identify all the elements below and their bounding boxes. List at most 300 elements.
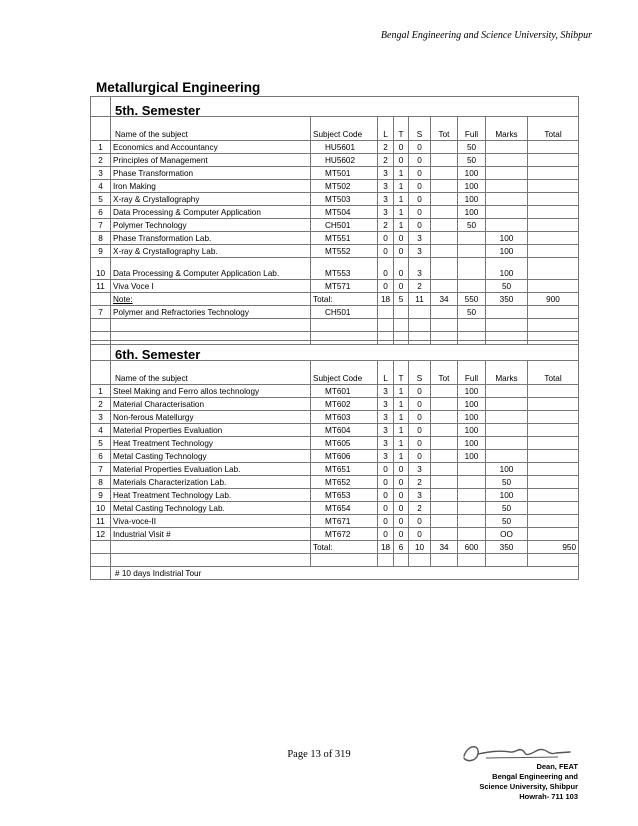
table-row	[91, 280, 579, 293]
column-header-name: Name of the subject	[111, 361, 311, 385]
empty-cell	[431, 306, 458, 319]
table-row	[91, 502, 579, 515]
subject-code: HU5601	[311, 141, 378, 154]
value-total	[528, 515, 579, 528]
value-t: 1	[394, 167, 409, 180]
total-t: 6	[394, 541, 409, 554]
table-row	[91, 463, 579, 476]
column-header-full: Full	[458, 117, 486, 141]
value-total	[528, 398, 579, 411]
row-number: 10	[91, 258, 111, 280]
value-full	[458, 502, 486, 515]
value-l: 3	[378, 450, 394, 463]
value-marks	[486, 193, 528, 206]
value-l: 3	[378, 424, 394, 437]
table-row	[91, 424, 579, 437]
value-full: 50	[458, 154, 486, 167]
column-header-total: Total	[528, 117, 579, 141]
value-s: 3	[409, 258, 431, 280]
table-row	[91, 489, 579, 502]
value-l: 0	[378, 258, 394, 280]
subject-name: Iron Making	[111, 180, 311, 193]
subject-name: Principles of Management	[111, 154, 311, 167]
value-full: 100	[458, 385, 486, 398]
value-l: 3	[378, 385, 394, 398]
row-number: 7	[91, 219, 111, 232]
value-s: 0	[409, 180, 431, 193]
empty-cell	[91, 341, 111, 361]
row-number: 7	[91, 463, 111, 476]
value-l: 0	[378, 463, 394, 476]
value-total	[528, 450, 579, 463]
empty-cell	[378, 554, 394, 567]
row-number: 1	[91, 141, 111, 154]
value-s: 0	[409, 167, 431, 180]
value-total	[528, 489, 579, 502]
value-s: 0	[409, 193, 431, 206]
table-row	[91, 219, 579, 232]
value-full: 100	[458, 437, 486, 450]
value-t: 1	[394, 450, 409, 463]
value-marks	[486, 219, 528, 232]
value-tot	[431, 489, 458, 502]
value-total	[528, 206, 579, 219]
table-row	[91, 180, 579, 193]
value-l: 0	[378, 245, 394, 258]
value-tot	[431, 232, 458, 245]
value-full	[458, 280, 486, 293]
value-marks: 100	[486, 463, 528, 476]
subject-name: Viva-voce-II	[111, 515, 311, 528]
row-number: 8	[91, 476, 111, 489]
column-header-s: S	[409, 361, 431, 385]
subject-name: Data Processing & Computer Application Lab.	[111, 258, 311, 280]
subject-name: Metal Casting Technology Lab.	[111, 502, 311, 515]
value-tot	[431, 219, 458, 232]
value-full: 50	[458, 306, 486, 319]
semester-title-row	[91, 341, 579, 361]
total-s: 10	[409, 541, 431, 554]
row-number: 4	[91, 424, 111, 437]
subject-code: HU5602	[311, 154, 378, 167]
value-tot	[431, 154, 458, 167]
value-t: 1	[394, 206, 409, 219]
subject-name: Materials Characterization Lab.	[111, 476, 311, 489]
table-row	[91, 450, 579, 463]
table-row	[91, 258, 579, 280]
semester-5-table	[90, 96, 579, 345]
value-tot	[431, 411, 458, 424]
total-l: 18	[378, 293, 394, 306]
value-t: 1	[394, 437, 409, 450]
subject-code: MT653	[311, 489, 378, 502]
total-tot: 34	[431, 293, 458, 306]
row-number: 2	[91, 398, 111, 411]
value-full: 100	[458, 180, 486, 193]
value-full	[458, 476, 486, 489]
note-row	[91, 306, 579, 319]
subject-code: MT553	[311, 258, 378, 280]
subject-code: MT652	[311, 476, 378, 489]
subject-code: MT551	[311, 232, 378, 245]
total-marks: 350	[486, 541, 528, 554]
value-l: 2	[378, 219, 394, 232]
subject-name: Material Characterisation	[111, 398, 311, 411]
value-full	[458, 258, 486, 280]
column-header-t: T	[394, 361, 409, 385]
column-header-l: L	[378, 361, 394, 385]
value-total	[528, 258, 579, 280]
empty-cell	[91, 567, 111, 580]
value-marks	[486, 424, 528, 437]
row-number: 10	[91, 502, 111, 515]
row-number: 1	[91, 385, 111, 398]
value-tot	[431, 141, 458, 154]
value-s: 3	[409, 463, 431, 476]
subject-name: Economics and Accountancy	[111, 141, 311, 154]
value-total	[528, 219, 579, 232]
value-total	[528, 463, 579, 476]
empty-cell	[111, 541, 311, 554]
value-full	[458, 528, 486, 541]
empty-cell	[486, 554, 528, 567]
total-total: 900	[528, 293, 579, 306]
column-header-tot: Tot	[431, 117, 458, 141]
value-t: 0	[394, 232, 409, 245]
value-full: 50	[458, 141, 486, 154]
value-s: 3	[409, 245, 431, 258]
column-header-tot: Tot	[431, 361, 458, 385]
subject-code: MT651	[311, 463, 378, 476]
value-s: 0	[409, 206, 431, 219]
total-s: 11	[409, 293, 431, 306]
subject-code: MT502	[311, 180, 378, 193]
table-row	[91, 206, 579, 219]
subject-code: MT601	[311, 385, 378, 398]
value-s: 0	[409, 437, 431, 450]
subject-code: MT503	[311, 193, 378, 206]
value-total	[528, 411, 579, 424]
subject-code: MT552	[311, 245, 378, 258]
subject-code: MT571	[311, 280, 378, 293]
subject-name: Non-ferous Matellurgy	[111, 411, 311, 424]
empty-cell	[311, 319, 378, 332]
footnote-row	[91, 567, 579, 580]
value-marks: 50	[486, 476, 528, 489]
column-header-row	[91, 117, 579, 141]
table-row	[91, 245, 579, 258]
empty-cell	[409, 319, 431, 332]
value-total	[528, 424, 579, 437]
value-total	[528, 437, 579, 450]
value-tot	[431, 424, 458, 437]
row-number: 9	[91, 245, 111, 258]
value-s: 2	[409, 502, 431, 515]
table-row	[91, 232, 579, 245]
value-t: 0	[394, 245, 409, 258]
value-full	[458, 515, 486, 528]
column-header-full: Full	[458, 361, 486, 385]
total-tot: 34	[431, 541, 458, 554]
value-marks: 50	[486, 515, 528, 528]
subject-code: MT671	[311, 515, 378, 528]
value-tot	[431, 193, 458, 206]
value-tot	[431, 476, 458, 489]
row-number: 2	[91, 154, 111, 167]
value-marks: 100	[486, 489, 528, 502]
value-marks: 50	[486, 502, 528, 515]
footnote: # 10 days Indistrial Tour	[111, 567, 579, 580]
empty-cell	[458, 554, 486, 567]
subject-name: Material Properties Evaluation Lab.	[111, 463, 311, 476]
value-full: 100	[458, 206, 486, 219]
value-s: 0	[409, 515, 431, 528]
value-tot	[431, 280, 458, 293]
value-marks: 100	[486, 258, 528, 280]
value-marks	[486, 141, 528, 154]
value-t: 0	[394, 502, 409, 515]
value-full: 50	[458, 219, 486, 232]
value-marks: OO	[486, 528, 528, 541]
subject-code: CH501	[311, 306, 378, 319]
subject-name: Viva Voce I	[111, 280, 311, 293]
value-total	[528, 245, 579, 258]
blank-row	[91, 554, 579, 567]
empty-cell	[394, 306, 409, 319]
value-full	[458, 245, 486, 258]
dean-line: Dean, FEAT	[536, 762, 578, 771]
value-t: 0	[394, 515, 409, 528]
value-marks	[486, 437, 528, 450]
value-t: 1	[394, 385, 409, 398]
value-marks	[486, 206, 528, 219]
row-number: 5	[91, 437, 111, 450]
empty-cell	[458, 319, 486, 332]
row-number: 8	[91, 232, 111, 245]
subject-code: MT606	[311, 450, 378, 463]
value-s: 0	[409, 528, 431, 541]
value-t: 0	[394, 258, 409, 280]
value-t: 1	[394, 219, 409, 232]
row-number: 6	[91, 206, 111, 219]
value-total	[528, 528, 579, 541]
value-marks	[486, 385, 528, 398]
value-t: 1	[394, 411, 409, 424]
row-number: 6	[91, 450, 111, 463]
value-s: 0	[409, 154, 431, 167]
empty-cell	[91, 293, 111, 306]
table-row	[91, 437, 579, 450]
value-t: 0	[394, 489, 409, 502]
value-l: 0	[378, 515, 394, 528]
row-number: 12	[91, 528, 111, 541]
value-l: 0	[378, 528, 394, 541]
value-full	[458, 232, 486, 245]
value-s: 0	[409, 450, 431, 463]
value-l: 2	[378, 154, 394, 167]
value-t: 0	[394, 154, 409, 167]
row-number: 7	[91, 306, 111, 319]
value-tot	[431, 463, 458, 476]
semester-title: 6th. Semester	[111, 341, 579, 361]
subject-name: Polymer and Refractories Technology	[111, 306, 311, 319]
total-label: Total:	[311, 541, 378, 554]
value-t: 1	[394, 193, 409, 206]
value-full: 100	[458, 411, 486, 424]
empty-cell	[91, 319, 111, 332]
value-tot	[431, 167, 458, 180]
subject-code: CH501	[311, 219, 378, 232]
value-total	[528, 167, 579, 180]
value-marks	[486, 450, 528, 463]
subject-name: Phase Transformation	[111, 167, 311, 180]
value-tot	[431, 398, 458, 411]
column-header-l: L	[378, 117, 394, 141]
value-s: 0	[409, 219, 431, 232]
value-marks	[486, 180, 528, 193]
value-s: 3	[409, 489, 431, 502]
subject-code: MT504	[311, 206, 378, 219]
value-s: 0	[409, 385, 431, 398]
value-total	[528, 502, 579, 515]
subject-name: Heat Treatment Technology Lab.	[111, 489, 311, 502]
value-s: 0	[409, 411, 431, 424]
value-total	[528, 141, 579, 154]
empty-cell	[394, 319, 409, 332]
subject-name: X-ray & Crystallography Lab.	[111, 245, 311, 258]
value-marks	[486, 411, 528, 424]
value-total	[528, 385, 579, 398]
value-t: 1	[394, 180, 409, 193]
value-l: 3	[378, 398, 394, 411]
column-header-row	[91, 361, 579, 385]
row-number: 9	[91, 489, 111, 502]
value-tot	[431, 437, 458, 450]
value-total	[528, 154, 579, 167]
row-number: 11	[91, 280, 111, 293]
value-s: 0	[409, 424, 431, 437]
semester-6-table	[90, 340, 579, 580]
total-total: 950	[528, 541, 579, 554]
value-full: 100	[458, 398, 486, 411]
subject-code: MT672	[311, 528, 378, 541]
value-t: 0	[394, 280, 409, 293]
total-label: Total:	[311, 293, 378, 306]
empty-cell	[394, 554, 409, 567]
note-label: Note:	[111, 293, 311, 306]
empty-cell	[111, 554, 311, 567]
value-l: 3	[378, 437, 394, 450]
dean-line: Science University, Shibpur	[479, 782, 578, 791]
column-header-t: T	[394, 117, 409, 141]
subject-name: Material Properties Evaluation	[111, 424, 311, 437]
value-s: 2	[409, 476, 431, 489]
semester-title-row	[91, 97, 579, 117]
value-s: 0	[409, 398, 431, 411]
total-row	[91, 541, 579, 554]
value-tot	[431, 258, 458, 280]
table-row	[91, 193, 579, 206]
value-l: 3	[378, 167, 394, 180]
total-l: 18	[378, 541, 394, 554]
table-row	[91, 141, 579, 154]
value-l: 2	[378, 141, 394, 154]
value-marks	[486, 154, 528, 167]
blank-row	[91, 319, 579, 332]
subject-code: MT501	[311, 167, 378, 180]
value-l: 0	[378, 476, 394, 489]
value-marks: 50	[486, 280, 528, 293]
value-tot	[431, 206, 458, 219]
department-title: Metallurgical Engineering	[96, 80, 261, 95]
row-number: 5	[91, 193, 111, 206]
table-row	[91, 528, 579, 541]
empty-cell	[378, 306, 394, 319]
row-number: 3	[91, 167, 111, 180]
table-row	[91, 515, 579, 528]
empty-cell	[486, 319, 528, 332]
value-marks	[486, 167, 528, 180]
total-row	[91, 293, 579, 306]
empty-cell	[111, 319, 311, 332]
subject-name: Polymer Technology	[111, 219, 311, 232]
empty-cell	[91, 541, 111, 554]
value-marks: 100	[486, 245, 528, 258]
dean-line: Bengal Engineering and	[492, 772, 578, 781]
dean-line: Howrah- 711 103	[519, 792, 578, 801]
value-full: 100	[458, 424, 486, 437]
value-s: 3	[409, 232, 431, 245]
empty-cell	[378, 319, 394, 332]
subject-code: MT604	[311, 424, 378, 437]
table-row	[91, 411, 579, 424]
value-tot	[431, 385, 458, 398]
value-total	[528, 180, 579, 193]
value-l: 3	[378, 206, 394, 219]
value-full: 100	[458, 193, 486, 206]
value-l: 3	[378, 193, 394, 206]
empty-cell	[528, 554, 579, 567]
column-header-total: Total	[528, 361, 579, 385]
total-marks: 350	[486, 293, 528, 306]
value-full: 100	[458, 167, 486, 180]
value-full	[458, 463, 486, 476]
empty-cell	[409, 306, 431, 319]
page-number: Page 13 of 319	[287, 749, 351, 760]
empty-cell	[91, 97, 111, 117]
subject-name: Metal Casting Technology	[111, 450, 311, 463]
value-l: 0	[378, 280, 394, 293]
table-row	[91, 385, 579, 398]
subject-name: X-ray & Crystallography	[111, 193, 311, 206]
empty-cell	[431, 554, 458, 567]
value-s: 2	[409, 280, 431, 293]
value-t: 0	[394, 528, 409, 541]
value-total	[528, 193, 579, 206]
value-total	[528, 232, 579, 245]
column-header-name: Name of the subject	[111, 117, 311, 141]
table-row	[91, 154, 579, 167]
row-number: 3	[91, 411, 111, 424]
value-tot	[431, 180, 458, 193]
value-tot	[431, 450, 458, 463]
total-full: 550	[458, 293, 486, 306]
subject-code: MT603	[311, 411, 378, 424]
row-number: 11	[91, 515, 111, 528]
table-row	[91, 476, 579, 489]
value-t: 1	[394, 398, 409, 411]
value-t: 0	[394, 141, 409, 154]
